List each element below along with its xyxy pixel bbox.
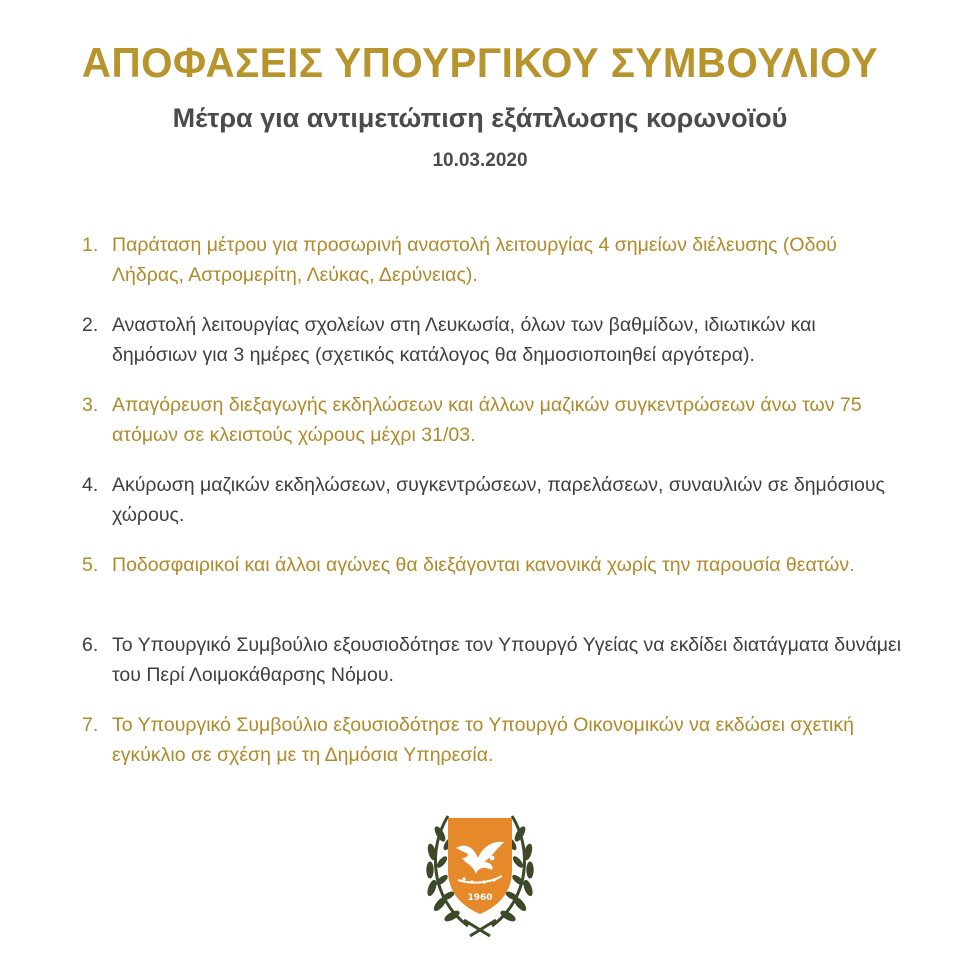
item-number: 3.: [82, 394, 99, 416]
item-number: 4.: [82, 474, 99, 496]
list-item: [82, 390, 902, 450]
list-item: [82, 550, 902, 610]
item-text: Ποδοσφαιρικοί και άλλοι αγώνες θα διεξάγονται κανονικά χωρίς την παρουσία θεατών.: [112, 554, 855, 576]
item-text: Αναστολή λειτουργίας σχολείων στη Λευκωσία, όλων των βαθμίδων, ιδιωτικών και δημόσιων για 3 ημέρες (σχετικός κατάλογος θα δημοσιοποιηθεί αργότερα).: [112, 314, 816, 366]
item-text: Απαγόρευση διεξαγωγής εκδηλώσεων και άλλων μαζικών συγκεντρώσεων άνω των 75 ατόμων σε κλειστούς χώρους μέχρι 31/03.: [112, 394, 862, 446]
item-number: 7.: [82, 714, 99, 736]
item-text: Ακύρωση μαζικών εκδηλώσεων, συγκεντρώσεων, παρελάσεων, συναυλιών σε δημόσιους χώρους.: [112, 474, 885, 526]
decisions-list: [82, 230, 902, 790]
item-number: 2.: [82, 314, 99, 336]
item-number: 1.: [82, 234, 99, 256]
page-subtitle: Μέτρα για αντιμετώπιση εξάπλωσης κορωνοϊού: [172, 103, 788, 133]
publication-date: 10.03.2020: [432, 150, 528, 171]
list-item: [82, 630, 902, 690]
item-text: Παράταση μέτρου για προσωρινή αναστολή λειτουργίας 4 σημείων διέλευσης (Οδού Λήδρας, Αστρομερίτη, Λεύκας, Δερύνειας).: [112, 234, 837, 286]
list-item: [82, 230, 902, 290]
page-title: ΑΠΟΦΑΣΕΙΣ ΥΠΟΥΡΓΙΚΟΥ ΣΥΜΒΟΥΛΙΟΥ: [81, 39, 879, 86]
item-number: 5.: [82, 554, 99, 576]
cyprus-coat-of-arms-icon: [418, 808, 542, 940]
list-item: [82, 710, 902, 770]
item-text: Το Υπουργικό Συμβούλιο εξουσιοδότησε το Υπουργό Οικονομικών να εκδώσει σχετική εγκύκλιο σε σχέση με τη Δημόσια Υπηρεσία.: [112, 714, 854, 766]
item-number: 6.: [82, 634, 99, 656]
list-item: [82, 470, 902, 530]
list-item: [82, 310, 902, 370]
item-text: Το Υπουργικό Συμβούλιο εξουσιοδότησε τον Υπουργό Υγείας να εκδίδει διατάγματα δυνάμει του Περί Λοιμοκάθαρσης Νόμου.: [112, 634, 902, 686]
emblem-year: 1960: [467, 893, 493, 903]
